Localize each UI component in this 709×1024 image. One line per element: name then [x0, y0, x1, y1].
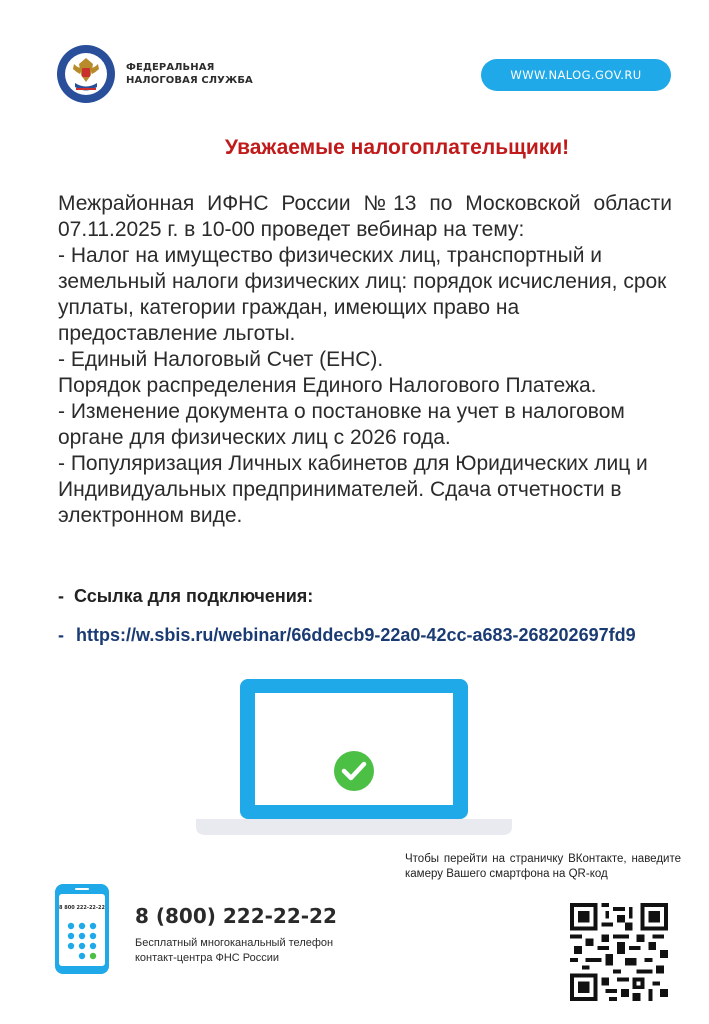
phone-icon [55, 884, 109, 974]
hotline-description-line2: контакт-центра ФНС России [135, 952, 280, 964]
phone-screen-number: 8 800 222-22-22 [59, 905, 105, 911]
topic-item-ens: - Единый Налоговый Счет (ЕНС). [58, 348, 384, 371]
qr-code-icon[interactable] [570, 903, 668, 1001]
topic-item-property-tax: - Налог на имущество физических лиц, транспортный и земельный налоги физических лиц: порядок исчисления, срок уплаты, категории граждан, имеющих право на предоставление льготы. [58, 244, 667, 345]
greeting-heading: Уважаемые налогоплательщики! [224, 136, 570, 159]
website-link-button[interactable]: WWW.NALOG.GOV.RU [481, 59, 671, 91]
topic-item-ens-payment: Порядок распределения Единого Налогового Платежа. [58, 374, 597, 397]
announcement-text [58, 191, 672, 529]
link-label [58, 586, 672, 607]
hotline-description-line1: Бесплатный многоканальный телефон [135, 937, 334, 949]
topic-item-personal-cabinets: - Популяризация Личных кабинетов для Юридических лиц и Индивидуальных предпринимателей. Сдача отчетности в электронном виде. [58, 452, 648, 527]
announcement-intro: Межрайонная ИФНС России №13 по Московской области 07.11.2025 г. в 10-00 проведет вебинар на тему: [58, 192, 672, 241]
webinar-link-dash: - [58, 625, 64, 645]
webinar-link[interactable]: https://w.sbis.ru/webinar/66ddecb9-22a0-42cc-a683-268202697fd9 [76, 625, 636, 645]
webinar-link-row [58, 623, 672, 648]
vk-instruction-text: Чтобы перейти на страничку ВКонтакте, наведите камеру Вашего смартфона на QR-код [405, 853, 681, 880]
hotline-description [135, 936, 333, 966]
hotline-phone-number[interactable]: 8 (800) 222-22-22 [135, 904, 337, 928]
link-label-dash: - [58, 586, 64, 606]
org-name-line1: ФЕДЕРАЛЬНАЯ [126, 62, 215, 73]
laptop-check-icon [196, 679, 512, 835]
link-label-text: Ссылка для подключения: [74, 586, 314, 606]
org-name-line2: НАЛОГОВАЯ СЛУЖБА [126, 75, 253, 86]
header [56, 44, 671, 108]
fns-emblem-icon [56, 44, 116, 104]
webinar-link-block [58, 586, 672, 648]
topic-item-registration: - Изменение документа о постановке на учет в налоговом органе для физических лиц с 2026 года. [58, 400, 625, 449]
org-name [126, 61, 253, 87]
